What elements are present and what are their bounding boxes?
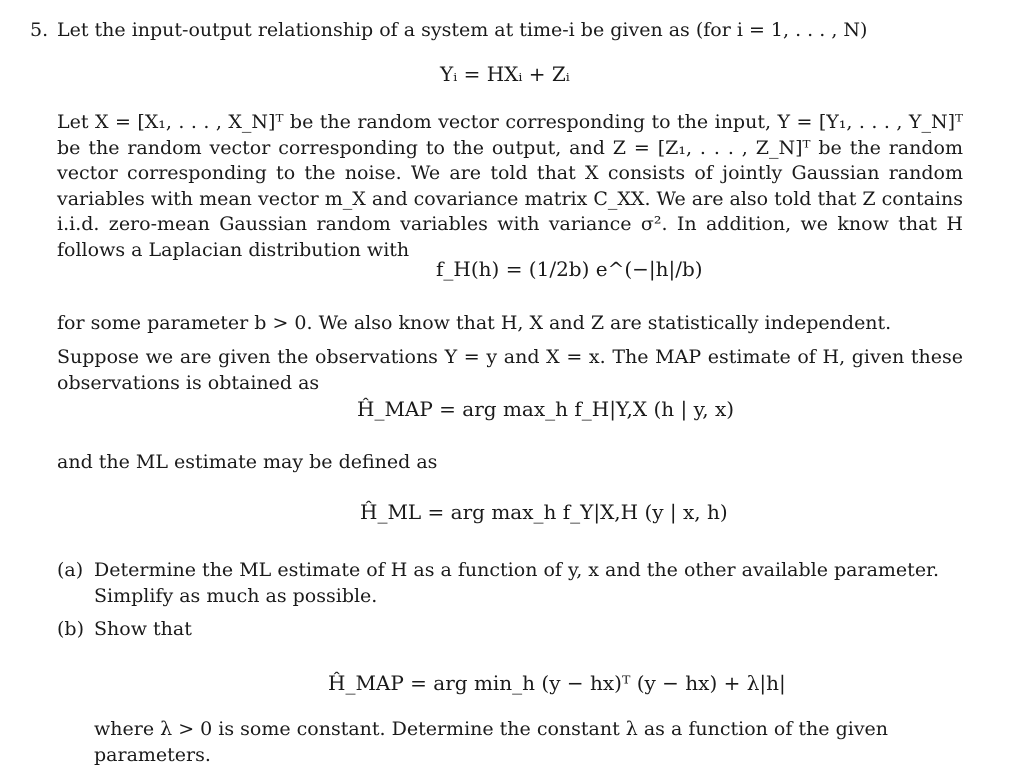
equation-ml: Ĥ_ML = arg max_h f_Y|X,H (y | x, h) [360,500,728,524]
paragraph-map-intro: Suppose we are given the observations Y = y and X = x. The MAP estimate of H, given these observations is obtained as [57,346,963,394]
problem-number: 5. [30,19,49,41]
problem-intro: Let the input-output relationship of a system at time-i be given as (for i = 1, . . . , N) [57,19,868,41]
equation-map: Ĥ_MAP = arg max_h f_H|Y,X (h | y, x) [357,397,735,421]
part-b-text: Show that [94,618,192,640]
equation-map-minimization: Ĥ_MAP = arg min_h (y − hx)ᵀ (y − hx) + λ|h| [328,671,786,695]
part-b-label: (b) [57,618,84,640]
equation-laplace: f_H(h) = (1/2b) e^(−|h|/b) [436,257,703,281]
part-a-text: Determine the ML estimate of H as a function of y, x and the other available parameter. Simplify as much as possible. [94,559,940,607]
part-b-conclusion: where λ > 0 is some constant. Determine the constant λ as a function of the given parameters. [94,718,889,766]
paragraph-independence: for some parameter b > 0. We also know that H, X and Z are statistically independent. [57,312,892,334]
paragraph-setup: Let X = [X₁, . . . , X_N]ᵀ be the random vector corresponding to the input, Y = [Y₁, . . . , Y_N]ᵀ be the random vector corresponding to the output, and Z = [Z₁, . . . , Z_N]ᵀ be the random vector corresponding to the noise. We are told that X consists of jointly Gaussian random variables with mean vector m_X and covariance matrix C_XX. We are also told that Z contains i.i.d. zero-mean Gaussian random variables with variance σ². In addition, we know that H follows a Laplacian distribution with [57,111,963,261]
equation-model: Yᵢ = HXᵢ + Zᵢ [440,62,570,86]
part-a-label: (a) [57,559,84,581]
paragraph-ml-intro: and the ML estimate may be defined as [57,451,438,473]
